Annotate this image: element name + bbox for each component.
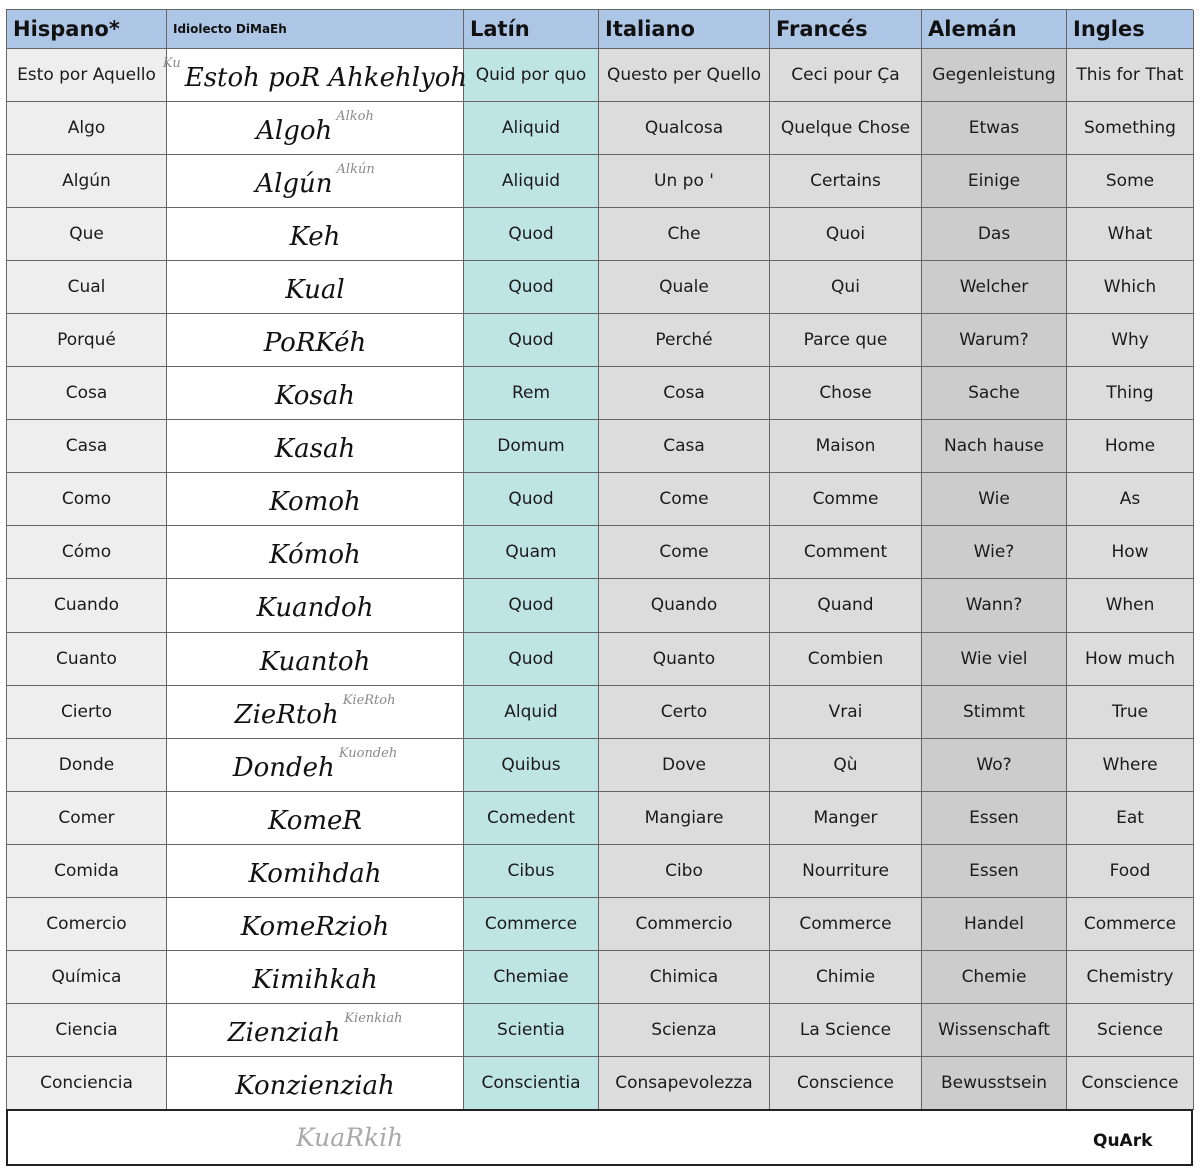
idiolecto-variant: Kienkiah bbox=[344, 1010, 403, 1026]
cell-idiolecto bbox=[167, 579, 464, 632]
cell-frances: Quelque Chose bbox=[770, 102, 922, 155]
cell-idiolecto bbox=[162, 49, 468, 102]
cell-idiolecto bbox=[167, 1057, 464, 1110]
cell-latin: Quod bbox=[464, 633, 599, 686]
cell-hispano: Que bbox=[7, 208, 167, 261]
idiolecto-word: Kosah bbox=[275, 381, 355, 412]
cell-ingles: Which bbox=[1067, 261, 1194, 314]
idiolecto-word: Kimihkah bbox=[252, 964, 378, 995]
cell-hispano: Química bbox=[7, 951, 167, 1004]
cell-aleman: Einige bbox=[922, 155, 1067, 208]
cell-ingles: True bbox=[1067, 686, 1194, 739]
idiolecto-word: KomeR bbox=[268, 805, 362, 836]
cell-italiano: Come bbox=[599, 473, 770, 526]
cell-italiano: Quale bbox=[599, 261, 770, 314]
cell-latin: Quid por quo bbox=[464, 49, 599, 102]
cell-hispano: Comercio bbox=[7, 898, 167, 951]
cell-aleman: Das bbox=[922, 208, 1067, 261]
cell-latin: Quod bbox=[464, 473, 599, 526]
cell-aleman: Etwas bbox=[922, 102, 1067, 155]
cell-ingles: Thing bbox=[1067, 367, 1194, 420]
cell-latin: Quod bbox=[464, 314, 599, 367]
cell-aleman: Warum? bbox=[922, 314, 1067, 367]
cell-ingles: Food bbox=[1067, 845, 1194, 898]
idiolecto-word: Zienziah bbox=[227, 1017, 341, 1048]
cell-italiano: Dove bbox=[599, 739, 770, 792]
cell-idiolecto bbox=[167, 367, 464, 420]
idiolecto-variant: Alkoh bbox=[336, 109, 374, 125]
header-hispano: Hispano* bbox=[7, 10, 167, 49]
cell-latin: Quam bbox=[464, 526, 599, 579]
cell-aleman: Handel bbox=[922, 898, 1067, 951]
idiolecto-word: Keh bbox=[289, 222, 341, 253]
cell-idiolecto bbox=[167, 208, 464, 261]
cell-hispano: Cual bbox=[7, 261, 167, 314]
cell-frances: Certains bbox=[770, 155, 922, 208]
cell-ingles: When bbox=[1067, 579, 1194, 632]
cell-idiolecto bbox=[167, 686, 464, 739]
cell-aleman: Wie viel bbox=[922, 633, 1067, 686]
cell-latin: Commerce bbox=[464, 898, 599, 951]
cell-hispano: Algún bbox=[7, 155, 167, 208]
idiolecto-word: Kual bbox=[285, 275, 345, 306]
cell-frances: Commerce bbox=[770, 898, 922, 951]
cell-frances: Ceci pour Ça bbox=[770, 49, 922, 102]
cell-aleman: Wissenschaft bbox=[922, 1004, 1067, 1057]
cell-frances: Combien bbox=[770, 633, 922, 686]
cell-hispano: Casa bbox=[7, 420, 167, 473]
cell-latin: Chemiae bbox=[464, 951, 599, 1004]
cell-frances: Comment bbox=[770, 526, 922, 579]
cell-hispano: Algo bbox=[7, 102, 167, 155]
cell-italiano: Quando bbox=[599, 579, 770, 632]
cell-frances: Quoi bbox=[770, 208, 922, 261]
cell-hispano: Cuando bbox=[7, 579, 167, 632]
cell-italiano: Mangiare bbox=[599, 792, 770, 845]
cell-idiolecto bbox=[167, 739, 464, 792]
cell-ingles: Science bbox=[1067, 1004, 1194, 1057]
cell-ingles: Chemistry bbox=[1067, 951, 1194, 1004]
header-latin: Latín bbox=[464, 10, 599, 49]
cell-frances: Chimie bbox=[770, 951, 922, 1004]
cell-ingles: Some bbox=[1067, 155, 1194, 208]
idiolecto-word: KomeRzioh bbox=[240, 911, 390, 942]
cell-frances: Conscience bbox=[770, 1057, 922, 1110]
cell-italiano: Certo bbox=[599, 686, 770, 739]
cell-aleman: Wie bbox=[922, 473, 1067, 526]
cell-hispano: Cuanto bbox=[7, 633, 167, 686]
idiolecto-word: Kómoh bbox=[269, 540, 361, 571]
cell-italiano: Commercio bbox=[599, 898, 770, 951]
cell-hispano: Conciencia bbox=[7, 1057, 167, 1110]
cell-latin: Quod bbox=[464, 579, 599, 632]
cell-idiolecto bbox=[167, 1004, 464, 1057]
cell-italiano: Perché bbox=[599, 314, 770, 367]
cell-italiano: Un po ' bbox=[599, 155, 770, 208]
cell-italiano: Quanto bbox=[599, 633, 770, 686]
cell-ingles: How bbox=[1067, 526, 1194, 579]
cell-latin: Quod bbox=[464, 261, 599, 314]
idiolecto-word: Konzienziah bbox=[235, 1070, 395, 1101]
cell-ingles: Conscience bbox=[1067, 1057, 1194, 1110]
cell-hispano: Porqué bbox=[7, 314, 167, 367]
cell-italiano: Chimica bbox=[599, 951, 770, 1004]
idiolecto-word: Kasah bbox=[274, 434, 356, 465]
cell-ingles: As bbox=[1067, 473, 1194, 526]
cell-idiolecto bbox=[167, 314, 464, 367]
translation-table bbox=[6, 9, 1193, 1109]
cell-idiolecto bbox=[167, 102, 464, 155]
idiolecto-word: Kuantoh bbox=[259, 646, 371, 677]
cell-ingles: How much bbox=[1067, 633, 1194, 686]
idiolecto-word: ZieRtoh bbox=[234, 699, 339, 730]
cell-italiano: Cosa bbox=[599, 367, 770, 420]
cell-italiano: Come bbox=[599, 526, 770, 579]
cell-latin: Scientia bbox=[464, 1004, 599, 1057]
cell-latin: Alquid bbox=[464, 686, 599, 739]
cell-hispano: Ciencia bbox=[7, 1004, 167, 1057]
idiolecto-word: Estoh poR Ahkehlyoh bbox=[184, 63, 468, 94]
cell-hispano: Esto por Aquello bbox=[7, 49, 167, 102]
idiolecto-variant: KieRtoh bbox=[342, 692, 396, 708]
cell-latin: Quibus bbox=[464, 739, 599, 792]
cell-aleman: Essen bbox=[922, 792, 1067, 845]
cell-idiolecto bbox=[167, 420, 464, 473]
cell-idiolecto bbox=[167, 951, 464, 1004]
cell-idiolecto bbox=[167, 792, 464, 845]
cell-ingles: Why bbox=[1067, 314, 1194, 367]
cell-ingles: Home bbox=[1067, 420, 1194, 473]
cell-hispano: Donde bbox=[7, 739, 167, 792]
cell-hispano: Cosa bbox=[7, 367, 167, 420]
cell-ingles: Eat bbox=[1067, 792, 1194, 845]
cell-aleman: Chemie bbox=[922, 951, 1067, 1004]
cell-italiano: Consapevolezza bbox=[599, 1057, 770, 1110]
cell-aleman: Bewusstsein bbox=[922, 1057, 1067, 1110]
header-ingles: Ingles bbox=[1067, 10, 1194, 49]
cell-frances: Maison bbox=[770, 420, 922, 473]
cell-idiolecto bbox=[167, 155, 464, 208]
cell-latin: Quod bbox=[464, 208, 599, 261]
header-italiano: Italiano bbox=[599, 10, 770, 49]
cell-hispano: Cierto bbox=[7, 686, 167, 739]
header-aleman: Alemán bbox=[922, 10, 1067, 49]
idiolecto-prefix: Ku bbox=[162, 56, 181, 71]
cell-aleman: Wo? bbox=[922, 739, 1067, 792]
cell-idiolecto bbox=[167, 526, 464, 579]
cell-ingles: Something bbox=[1067, 102, 1194, 155]
cell-hispano: Comida bbox=[7, 845, 167, 898]
idiolecto-word: Kuandoh bbox=[256, 593, 374, 624]
cell-latin: Aliquid bbox=[464, 102, 599, 155]
cell-aleman: Wie? bbox=[922, 526, 1067, 579]
idiolecto-word: Dondeh bbox=[232, 752, 335, 783]
cell-italiano: Questo per Quello bbox=[599, 49, 770, 102]
cell-idiolecto bbox=[167, 633, 464, 686]
cell-idiolecto bbox=[167, 845, 464, 898]
idiolecto-variant: Alkún bbox=[336, 162, 375, 178]
cell-frances: Quand bbox=[770, 579, 922, 632]
cell-hispano: Comer bbox=[7, 792, 167, 845]
cell-frances: La Science bbox=[770, 1004, 922, 1057]
cell-frances: Manger bbox=[770, 792, 922, 845]
idiolecto-word: Algún bbox=[255, 169, 333, 200]
cell-aleman: Gegenleistung bbox=[922, 49, 1067, 102]
cell-ingles: What bbox=[1067, 208, 1194, 261]
cell-aleman: Wann? bbox=[922, 579, 1067, 632]
cell-frances: Parce que bbox=[770, 314, 922, 367]
header-frances: Francés bbox=[770, 10, 922, 49]
cell-frances: Chose bbox=[770, 367, 922, 420]
idiolecto-word: Komoh bbox=[269, 487, 361, 518]
cell-aleman: Nach hause bbox=[922, 420, 1067, 473]
footer-english-word: QuArk bbox=[1093, 1131, 1153, 1151]
cell-aleman: Stimmt bbox=[922, 686, 1067, 739]
cell-italiano: Che bbox=[599, 208, 770, 261]
cell-latin: Conscientia bbox=[464, 1057, 599, 1110]
idiolecto-word: PoRKéh bbox=[263, 328, 367, 359]
header-idiolecto: Idiolecto DiMaEh bbox=[167, 10, 464, 49]
cell-frances: Qù bbox=[770, 739, 922, 792]
cell-latin: Rem bbox=[464, 367, 599, 420]
cell-aleman: Welcher bbox=[922, 261, 1067, 314]
cell-aleman: Essen bbox=[922, 845, 1067, 898]
cell-frances: Vrai bbox=[770, 686, 922, 739]
cell-frances: Nourriture bbox=[770, 845, 922, 898]
idiolecto-variant: Kuondeh bbox=[338, 745, 398, 761]
cell-ingles: Where bbox=[1067, 739, 1194, 792]
cell-hispano: Como bbox=[7, 473, 167, 526]
cell-idiolecto bbox=[167, 898, 464, 951]
cell-italiano: Qualcosa bbox=[599, 102, 770, 155]
idiolecto-word: Algoh bbox=[256, 116, 333, 147]
idiolecto-word: Komihdah bbox=[248, 858, 382, 889]
cell-latin: Domum bbox=[464, 420, 599, 473]
cell-ingles: Commerce bbox=[1067, 898, 1194, 951]
cell-aleman: Sache bbox=[922, 367, 1067, 420]
cell-latin: Aliquid bbox=[464, 155, 599, 208]
cell-idiolecto bbox=[167, 473, 464, 526]
cell-italiano: Scienza bbox=[599, 1004, 770, 1057]
cell-hispano: Cómo bbox=[7, 526, 167, 579]
cell-frances: Qui bbox=[770, 261, 922, 314]
footer-idiolecto-word: KuaRkih bbox=[296, 1123, 404, 1152]
cell-latin: Cibus bbox=[464, 845, 599, 898]
footer-row bbox=[6, 1109, 1193, 1166]
cell-frances: Comme bbox=[770, 473, 922, 526]
cell-italiano: Cibo bbox=[599, 845, 770, 898]
cell-idiolecto bbox=[167, 261, 464, 314]
cell-ingles: This for That bbox=[1067, 49, 1194, 102]
cell-italiano: Casa bbox=[599, 420, 770, 473]
cell-latin: Comedent bbox=[464, 792, 599, 845]
